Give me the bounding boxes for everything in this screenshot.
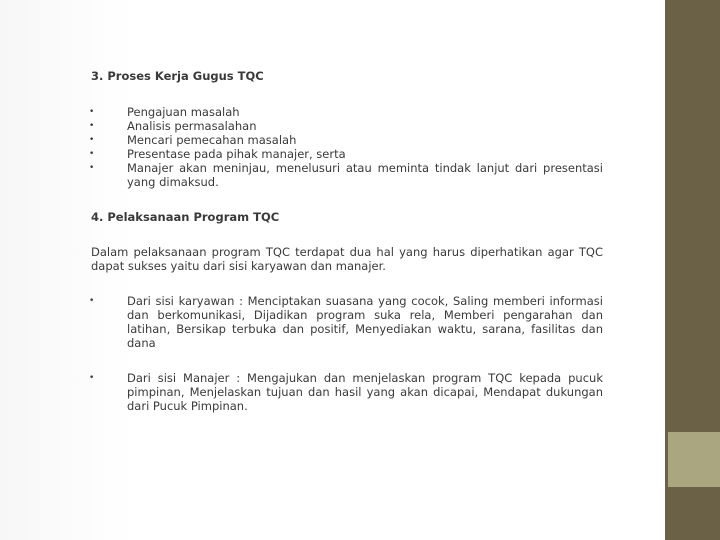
slide-content	[91, 69, 603, 413]
list-item-text: Dari sisi Manajer : Mengajukan dan menjelaskan program TQC kepada pucuk pimpinan, Menjelaskan tujuan dan hasil yang akan dicapai, Mendapat dukungan dari Pucuk Pimpinan.	[127, 371, 603, 413]
proses-list	[91, 105, 603, 189]
bullet-icon: •	[89, 107, 95, 117]
intro-paragraph: Dalam pelaksanaan program TQC terdapat dua hal yang harus diperhatikan agar TQC dapat sukses yaitu dari sisi karyawan dan manajer.	[91, 245, 603, 273]
section-heading-pelaksanaan: 4. Pelaksanaan Program TQC	[91, 210, 280, 224]
bullet-icon: •	[89, 163, 95, 173]
bullet-icon: •	[89, 149, 95, 159]
bullet-icon: •	[89, 373, 95, 383]
list-item-text: Dari sisi karyawan : Menciptakan suasana yang cocok, Saling memberi informasi dan berkomunikasi, Dijadikan program suka rela, Memberi pengarahan dan latihan, Bersikap terbuka dan positif, Menyediakan waktu, sarana, fasilitas dan dana	[127, 294, 603, 350]
list-item-text: Pengajuan masalah	[127, 105, 240, 119]
section-heading-proses: 3. Proses Kerja Gugus TQC	[91, 69, 264, 83]
list-item	[91, 147, 603, 161]
list-item-text: Mencari pemecahan masalah	[127, 133, 297, 147]
bullet-icon: •	[89, 121, 95, 131]
list-item	[91, 119, 603, 133]
list-item	[91, 161, 603, 189]
sidebar-accent-block	[668, 432, 720, 487]
bullet-icon: •	[89, 135, 95, 145]
list-item	[91, 105, 603, 119]
list-item	[91, 371, 603, 413]
list-item	[91, 294, 603, 350]
pelaksanaan-list	[91, 294, 603, 413]
list-item	[91, 133, 603, 147]
list-item-text: Analisis permasalahan	[127, 119, 257, 133]
bullet-icon: •	[89, 296, 95, 306]
list-item-text: Presentase pada pihak manajer, serta	[127, 147, 346, 161]
list-item-text: Manajer akan meninjau, menelusuri atau meminta tindak lanjut dari presentasi yang dimaksud.	[127, 161, 603, 189]
